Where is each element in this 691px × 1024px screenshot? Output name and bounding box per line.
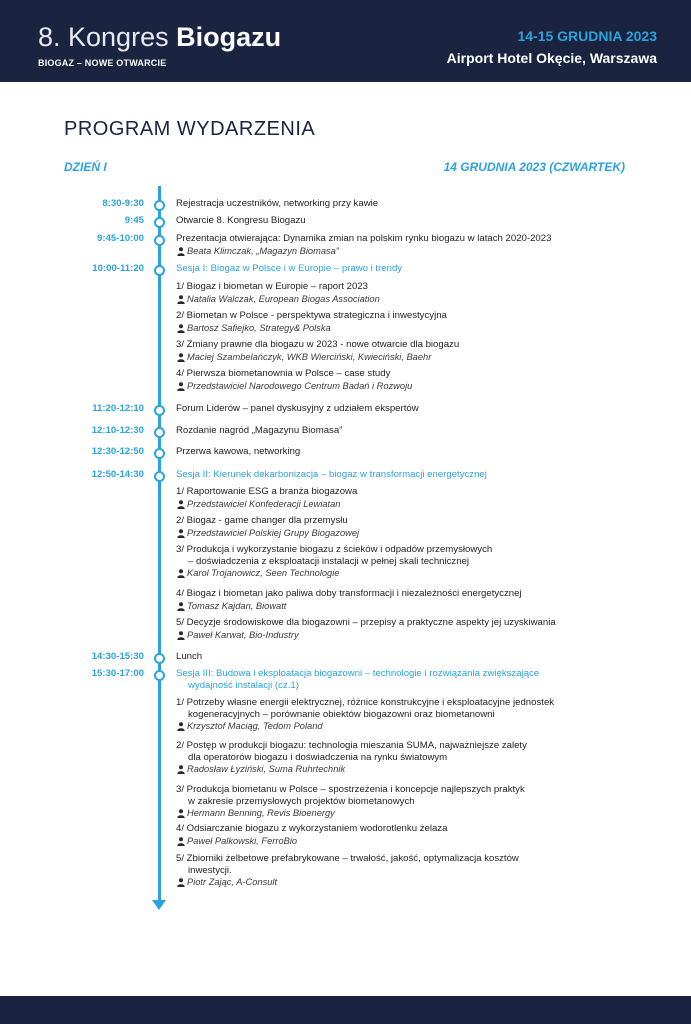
agenda-title: Przerwa kawowa, networking bbox=[176, 446, 301, 457]
speaker-name: Przedstawiciel Polskiej Grupy Biogazowej bbox=[187, 527, 360, 538]
speaker-name: Krzysztof Maciąg, Tedom Poland bbox=[187, 721, 323, 731]
agenda-title-continued: dla operatorów biogazu i doświadczenia na rynku światowym bbox=[188, 751, 448, 763]
agenda-speaker bbox=[176, 498, 636, 510]
speaker-name: Hermann Benning, Revis Bioenergy bbox=[187, 808, 335, 818]
timeline-dot-icon bbox=[154, 427, 165, 438]
agenda-title-continued: inwestycji. bbox=[188, 864, 232, 876]
day-date: 14 GRUDNIA 2023 (CZWARTEK) bbox=[443, 160, 625, 174]
day-label: DZIEŃ I bbox=[64, 160, 107, 174]
speaker-name: Przedstawiciel Konfederacji Lewiatan bbox=[187, 498, 341, 509]
timeline-dot-icon bbox=[154, 405, 165, 416]
agenda-title: 1/ Potrzeby własne energii elektrycznej, różnice konstrukcyjne i eksploatacyjne jednostek bbox=[176, 697, 555, 708]
speaker-name: Bartosz Safiejko, Strategy& Polska bbox=[187, 322, 331, 333]
agenda-time: 10:00-11:20 bbox=[92, 263, 144, 274]
footer-bar bbox=[0, 996, 691, 1024]
timeline-dot-icon bbox=[154, 200, 165, 211]
agenda-title: Sesja I: Biogaz w Polsce i w Europie – prawo i trendy bbox=[176, 263, 403, 274]
speaker-name: Natalia Walczak, European Biogas Association bbox=[187, 293, 380, 304]
agenda-content bbox=[176, 784, 636, 819]
agenda-speaker bbox=[176, 293, 636, 305]
agenda-time: 12:10-12:30 bbox=[91, 425, 144, 436]
agenda-title-continued: w zakresie przemysłowych projektów biometanowych bbox=[188, 795, 415, 807]
agenda-content bbox=[176, 853, 636, 888]
person-icon bbox=[177, 353, 185, 362]
agenda-speaker bbox=[176, 763, 636, 775]
agenda-title-continued: wydajność instalacji (cz.1) bbox=[188, 679, 299, 691]
timeline-dot-icon bbox=[154, 265, 165, 276]
agenda-content bbox=[176, 446, 636, 458]
agenda-title: 3/ Zmiany prawne dla biogazu w 2023 - nowe otwarcie dla biogazu bbox=[176, 339, 460, 350]
agenda-content bbox=[176, 263, 636, 275]
speaker-name: Radosław Łyziński, Suma Ruhrtechnik bbox=[187, 764, 346, 774]
agenda-content bbox=[176, 617, 636, 641]
agenda-title: 2/ Postęp w produkcji biogazu: technologia mieszania SUMA, najważniejsze zalety bbox=[176, 740, 527, 751]
speaker-name: Karol Trojanowicz, Seen Technologie bbox=[187, 568, 340, 578]
agenda-time: 9:45 bbox=[124, 215, 144, 226]
person-icon bbox=[177, 631, 185, 640]
agenda-content bbox=[176, 339, 636, 363]
person-icon bbox=[177, 247, 185, 256]
agenda-content bbox=[176, 515, 636, 539]
agenda-title: 4/ Pierwsza biometanownia w Polsce – case study bbox=[176, 368, 391, 379]
person-icon bbox=[177, 382, 185, 391]
agenda-content bbox=[176, 668, 636, 691]
agenda-title: 2/ Biogaz - game changer dla przemysłu bbox=[176, 515, 348, 526]
agenda-title: 5/ Zbiorniki żelbetowe prefabrykowane – trwałość, jakość, optymalizacja kosztów bbox=[176, 853, 519, 864]
speaker-name: Piotr Zając, A-Consult bbox=[187, 877, 278, 887]
agenda-time: 9:45-10:00 bbox=[97, 233, 144, 244]
event-dates: 14-15 GRUDNIA 2023 bbox=[517, 28, 657, 44]
timeline-dot-icon bbox=[154, 235, 165, 246]
agenda-content bbox=[176, 544, 636, 579]
agenda-speaker bbox=[176, 600, 636, 612]
person-icon bbox=[177, 324, 185, 333]
agenda-content bbox=[176, 651, 636, 663]
timeline-dot-icon bbox=[154, 653, 165, 664]
person-icon bbox=[177, 878, 185, 887]
person-icon bbox=[177, 809, 185, 818]
agenda-content bbox=[176, 281, 636, 305]
agenda-time: 12:30-12:50 bbox=[91, 446, 144, 457]
person-icon bbox=[177, 837, 185, 846]
person-icon bbox=[177, 765, 185, 774]
agenda-speaker bbox=[176, 380, 636, 392]
agenda-speaker bbox=[176, 527, 636, 539]
timeline-dot-icon bbox=[154, 670, 165, 681]
agenda-time: 8:30-9:30 bbox=[102, 198, 144, 209]
page-title: PROGRAM WYDARZENIA bbox=[64, 118, 316, 140]
person-icon bbox=[177, 722, 185, 731]
agenda-content bbox=[176, 469, 636, 481]
agenda-title: 5/ Decyzje środowiskowe dla biogazowni – przepisy a praktyczne aspekty jej uzyskiwania bbox=[176, 617, 556, 628]
agenda-title: Prezentacja otwierająca: Dynamika zmian na polskim rynku biogazu w latach 2020-2023 bbox=[176, 233, 552, 244]
timeline-dot-icon bbox=[154, 217, 165, 228]
agenda-title: Sesja II: Kierunek dekarbonizacja – biogaz w transformacji energetycznej bbox=[176, 469, 487, 480]
agenda-title: 4/ Biogaz i biometan jako paliwa doby transformacji i niezależności energetycznej bbox=[176, 588, 522, 599]
agenda-title-continued: kogeneracyjnych – porównanie obiektów biogazowni oraz biometanowni bbox=[188, 708, 495, 720]
agenda-title: Otwarcie 8. Kongresu Biogazu bbox=[176, 215, 306, 226]
agenda-content bbox=[176, 486, 636, 510]
agenda-content bbox=[176, 310, 636, 334]
agenda-content bbox=[176, 697, 636, 732]
agenda-title: 3/ Produkcja biometanu w Polsce – spostrzeżenia i koncepcje najlepszych praktyk bbox=[176, 784, 525, 795]
speaker-name: Tomasz Kajdan, Biowatt bbox=[187, 600, 287, 611]
agenda-title: 1/ Biogaz i biometan w Europie – raport 2023 bbox=[176, 281, 368, 292]
person-icon bbox=[177, 602, 185, 611]
timeline-dot-icon bbox=[154, 448, 165, 459]
agenda-content bbox=[176, 823, 636, 847]
speaker-name: Przedstawiciel Narodowego Centrum Badań i Rozwoju bbox=[187, 380, 413, 391]
agenda-time: 12:50-14:30 bbox=[91, 469, 144, 480]
speaker-name: Paweł Karwat, Bio-Industry bbox=[187, 629, 299, 640]
agenda-title: Rozdanie nagród „Magazynu Biomasa” bbox=[176, 425, 343, 436]
agenda-title: 2/ Biometan w Polsce - perspektywa strategiczna i inwestycyjna bbox=[176, 310, 447, 321]
event-tagline: BIOGAZ – NOWE OTWARCIE bbox=[38, 58, 167, 68]
agenda-title: Lunch bbox=[176, 651, 203, 662]
agenda-time: 11:20-12:10 bbox=[92, 403, 144, 414]
agenda-content bbox=[176, 368, 636, 392]
agenda-content bbox=[176, 740, 636, 775]
agenda-content bbox=[176, 425, 636, 437]
agenda-speaker bbox=[176, 835, 636, 847]
timeline-dot-icon bbox=[154, 471, 165, 482]
speaker-name: Beata Klimczak, „Magazyn Biomasa” bbox=[187, 245, 339, 256]
agenda-speaker bbox=[176, 322, 636, 334]
agenda-content bbox=[176, 588, 636, 612]
person-icon bbox=[177, 500, 185, 509]
agenda-content bbox=[176, 233, 636, 257]
agenda-time: 14:30-15:30 bbox=[91, 651, 144, 662]
agenda-time: 15:30-17:00 bbox=[91, 668, 144, 679]
agenda-title: 4/ Odsiarczanie biogazu z wykorzystaniem wodorotlenku żelaza bbox=[176, 823, 448, 834]
agenda-speaker bbox=[176, 567, 636, 579]
agenda-content bbox=[176, 198, 636, 210]
agenda-title-continued: – doświadczenia z eksploatacji instalacji w pełnej skali technicznej bbox=[188, 555, 470, 567]
agenda-speaker bbox=[176, 351, 636, 363]
agenda-content bbox=[176, 215, 636, 227]
agenda-speaker bbox=[176, 720, 636, 732]
agenda-title: 3/ Produkcja i wykorzystanie biogazu z ścieków i odpadów przemysłowych bbox=[176, 544, 493, 555]
agenda-title: Forum Liderów – panel dyskusyjny z udziałem ekspertów bbox=[176, 403, 419, 414]
event-venue: Airport Hotel Okęcie, Warszawa bbox=[446, 50, 657, 66]
brand-thin-text: 8. Kongres bbox=[38, 22, 169, 52]
person-icon bbox=[177, 529, 185, 538]
agenda-content bbox=[176, 403, 636, 415]
brand-bold-text: Biogazu bbox=[176, 22, 282, 52]
person-icon bbox=[177, 569, 185, 578]
speaker-name: Paweł Palkowski, FerroBio bbox=[187, 835, 298, 846]
agenda-speaker bbox=[176, 807, 636, 819]
agenda-title: Sesja III: Budowa i eksploatacja biogazowni – technologie i rozwiązania zwiększające bbox=[176, 668, 540, 679]
agenda-speaker bbox=[176, 876, 636, 888]
speaker-name: Maciej Szambelańczyk, WKB Wierciński, Kwieciński, Baehr bbox=[187, 351, 432, 362]
agenda-title: 1/ Raportowanie ESG a branża biogazowa bbox=[176, 486, 358, 497]
agenda-speaker bbox=[176, 629, 636, 641]
agenda-speaker bbox=[176, 245, 636, 257]
agenda-title: Rejestracja uczestników, networking przy kawie bbox=[176, 198, 379, 209]
person-icon bbox=[177, 295, 185, 304]
